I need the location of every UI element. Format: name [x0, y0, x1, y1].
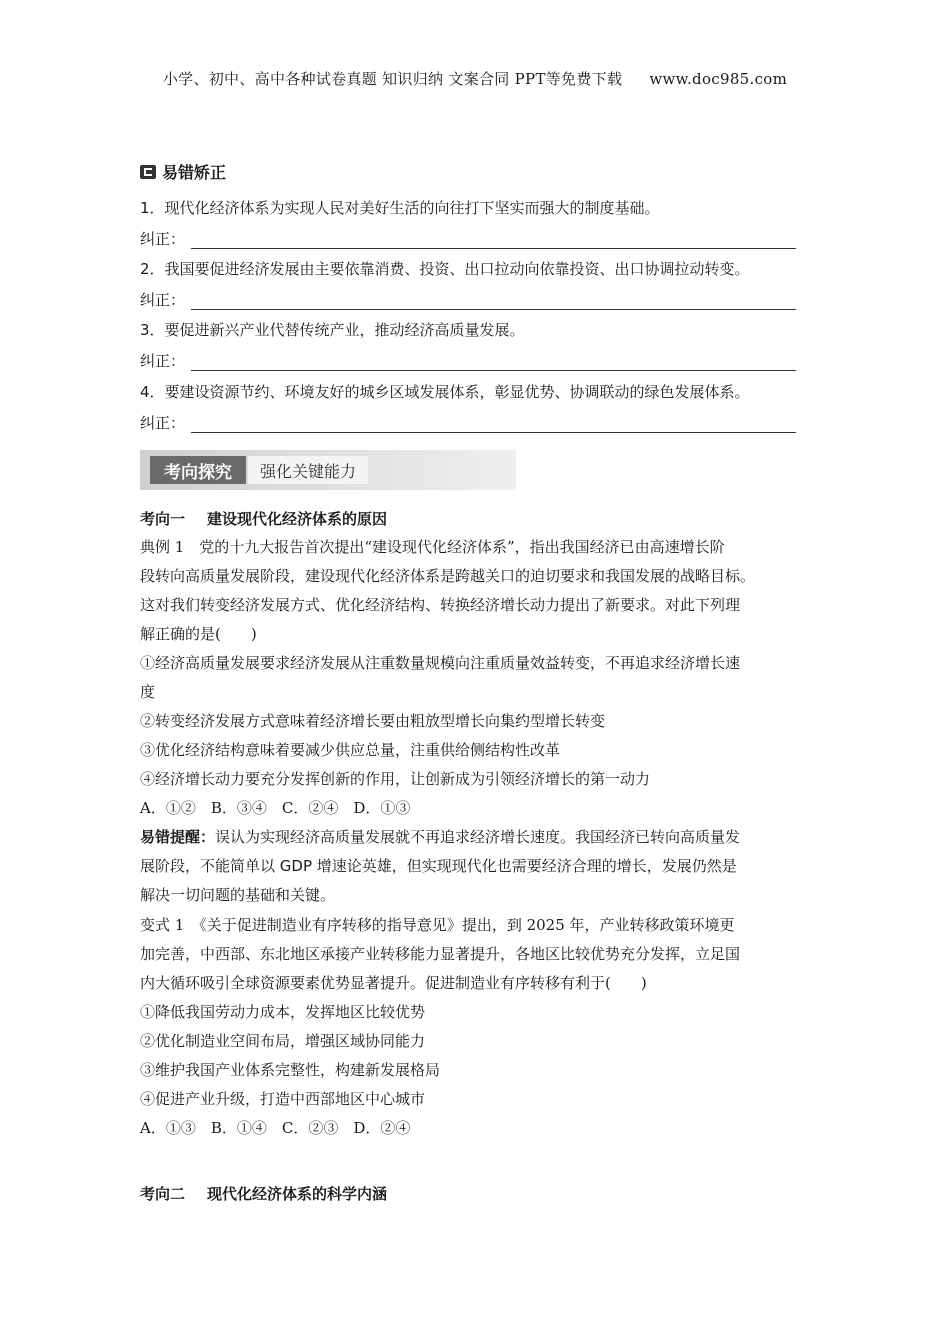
variant-1-block: [140, 911, 820, 1143]
variant-line: 变式 1 《关于促进制造业有序转移的指导意见》提出，到 2025 年，产业转移政策环境更: [140, 916, 735, 934]
topic1-title: 建设现代化经济体系的原因: [207, 510, 388, 528]
variant-option-line: ④促进产业升级，打造中西部地区中心城市: [140, 1090, 426, 1108]
example-1-block: [140, 533, 820, 823]
correction-fix-row-2: [140, 289, 796, 310]
section-banner: [140, 450, 516, 490]
fix-label: 纠正：: [140, 291, 186, 309]
tip-text: 误认为实现经济高质量发展就不再追求经济增长速度。我国经济已转向高质量发: [215, 828, 741, 846]
tip-line: 展阶段，不能简单以 GDP 增速论英雄，但实现现代化也需要经济合理的增长，发展仍然是: [140, 857, 737, 875]
fix-label: 纠正：: [140, 230, 186, 248]
variant-choices: A．①③ B．①④ C．②③ D．②④: [140, 1119, 411, 1137]
tip-line: 解决一切问题的基础和关键。: [140, 886, 336, 904]
example-option-line: 度: [140, 683, 156, 701]
fix-answer-line[interactable]: [191, 356, 796, 371]
example-option-line: ②转变经济发展方式意味着经济增长要由粗放型增长向集约型增长转变: [140, 712, 606, 730]
variant-line: 内大循环吸引全球资源要素优势显著提升。促进制造业有序转移有利于( ): [140, 974, 647, 992]
topic1-heading: [140, 508, 387, 529]
correction-fix-row-4: [140, 412, 796, 433]
variant-option-line: ②优化制造业空间布局，增强区域协同能力: [140, 1032, 426, 1050]
example-choices: A．①② B．③④ C．②④ D．①③: [140, 799, 411, 817]
correction-fix-row-1: [140, 228, 796, 249]
banner-dark-label: 考向探究: [150, 456, 246, 484]
correction-section-title: [140, 160, 226, 183]
banner-light-label: 强化关键能力: [248, 456, 368, 484]
correction-item-1: 1．现代化经济体系为实现人民对美好生活的向往打下坚实而强大的制度基础。: [140, 199, 660, 217]
topic2-label: 考向二: [140, 1185, 186, 1203]
topic1-label: 考向一: [140, 510, 186, 528]
correction-item-3: 3．要促进新兴产业代替传统产业，推动经济高质量发展。: [140, 321, 525, 339]
example-option-line: ①经济高质量发展要求经济发展从注重数量规模向注重质量效益转变，不再追求经济增长速: [140, 654, 741, 672]
tip-label: 易错提醒：: [140, 828, 216, 846]
topic2-heading: [140, 1183, 387, 1204]
example-option-line: ④经济增长动力要充分发挥创新的作用，让创新成为引领经济增长的第一动力: [140, 770, 651, 788]
fix-answer-line[interactable]: [191, 418, 796, 433]
example-line: 这对我们转变经济发展方式、优化经济结构、转换经济增长动力提出了新要求。对此下列理: [140, 596, 741, 614]
tip-line: [140, 823, 820, 852]
fix-label: 纠正：: [140, 414, 186, 432]
example-line: 解正确的是( ): [140, 625, 257, 643]
fix-answer-line[interactable]: [191, 295, 796, 310]
variant-line: 加完善，中西部、东北地区承接产业转移能力显著提升，各地区比较优势充分发挥，立足国: [140, 945, 741, 963]
page-header: [0, 68, 950, 89]
fix-label: 纠正：: [140, 352, 186, 370]
example-line: 段转向高质量发展阶段，建设现代化经济体系是跨越关口的迫切要求和我国发展的战略目标。: [140, 567, 756, 585]
section-marker-icon: [140, 165, 156, 179]
correction-item-2: 2．我国要促进经济发展由主要依靠消费、投资、出口拉动向依靠投资、出口协调拉动转变。: [140, 260, 750, 278]
correction-item-4: 4．要建设资源节约、环境友好的城乡区域发展体系，彰显优势、协调联动的绿色发展体系。: [140, 383, 750, 401]
topic2-title: 现代化经济体系的科学内涵: [207, 1185, 388, 1203]
fix-answer-line[interactable]: [191, 234, 796, 249]
variant-option-line: ①降低我国劳动力成本，发挥地区比较优势: [140, 1003, 426, 1021]
header-text: 小学、初中、高中各种试卷真题 知识归纳 文案合同 PPT等免费下载: [162, 70, 623, 88]
example-option-line: ③优化经济结构意味着要减少供应总量，注重供给侧结构性改革: [140, 741, 561, 759]
correction-title-text: 易错矫正: [162, 163, 227, 182]
example-line: 典例 1 党的十九大报告首次提出“建设现代化经济体系”，指出我国经济已由高速增长阶: [140, 538, 725, 556]
correction-fix-row-3: [140, 350, 796, 371]
error-tip-block: [140, 823, 820, 910]
header-site: www.doc985.com: [649, 70, 788, 88]
variant-option-line: ③维护我国产业体系完整性，构建新发展格局: [140, 1061, 441, 1079]
